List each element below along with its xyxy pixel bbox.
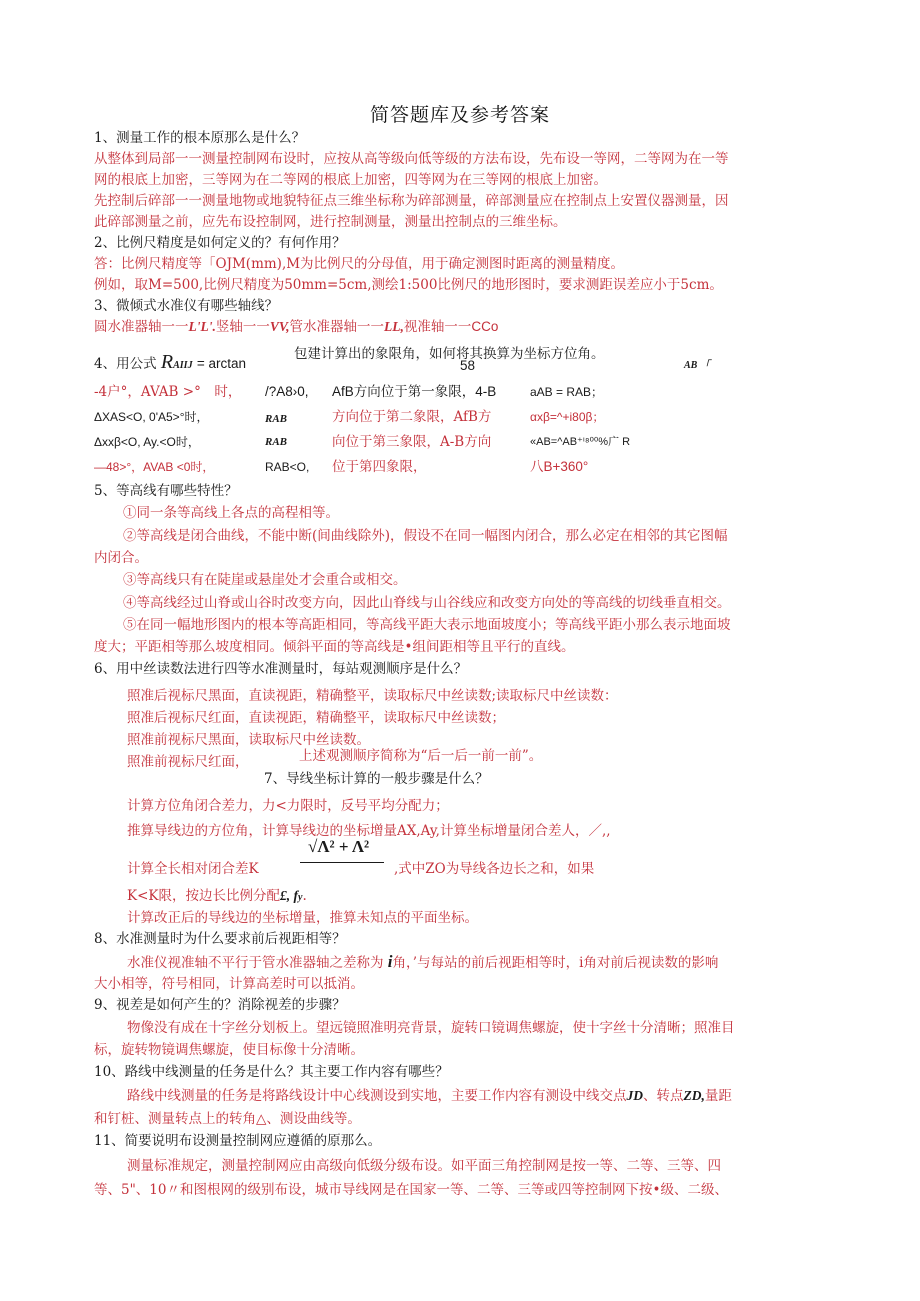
answer-8-i-symbol: i — [387, 952, 393, 971]
answer-6-summary: 上述观测顺序简称为“后一后一前一前”。 — [299, 748, 543, 764]
answer-6-line-1: 照准后视标尺黑面，直读视距，精确整平，读取标尺中丝读数;读取标尺中丝读数： — [127, 688, 618, 704]
answer-10-jd: JD — [626, 1088, 643, 1103]
answer-8-line-1-pre: 水准仪视准轴不平行于管水准器轴之差称为 — [127, 955, 384, 971]
answer-5-line-4: ③等高线只有在陡崖或悬崖处才会重合或相交。 — [123, 572, 407, 588]
answer-5-line-2: ②等高线是闭合曲线，不能中断(间曲线除外)，假设不在同一幅图内闭合，那么必定在相邻的其它图幅 — [123, 528, 728, 544]
answer-7-line-3-pre: 计算全长相对闭合差K — [127, 861, 259, 877]
answer-10-line-1-post: 量距 — [704, 1088, 732, 1104]
case-1-quadrant: AfB方向位于第一象限，4-B — [332, 384, 497, 399]
formula-arctan: = arctan — [196, 356, 247, 371]
answer-6-line-2: 照准后视标尺红面，直读视距，精确整平，读取标尺中丝读数； — [127, 710, 505, 726]
fraction-bar — [300, 862, 384, 863]
answer-1-line-3: 先控制后碎部一一测量地物或地貌特征点三维坐标称为碎部测量，碎部测量应在控制点上安置仪器测量，因 — [94, 193, 729, 209]
answer-7-line-4-pre: K<K限，按边长比例分配 — [127, 888, 280, 904]
answer-3-part: 管水准器轴一一 — [289, 319, 385, 335]
case-2-quadrant: 方向位于第二象限，AfB方 — [332, 409, 492, 425]
answer-7-fx-fy: £, f — [279, 888, 298, 903]
answer-8-line-2: 大小相等，符号相同，计算高差时可以抵消。 — [94, 976, 364, 992]
question-3: 3、微倾式水准仪有哪些轴线？ — [94, 298, 279, 314]
question-5: 5、等高线有哪些特性？ — [94, 483, 238, 499]
question-7: 7、导线坐标计算的一般步骤是什么？ — [264, 771, 489, 787]
question-6: 6、用中丝读数法进行四等水准测量时，每站观测顺序是什么？ — [94, 661, 468, 677]
answer-10-line-1-mid: 、转点 — [643, 1088, 684, 1104]
answer-5-line-5: ④等高线经过山脊或山谷时改变方向，因此山脊线与山谷线应和改变方向处的等高线的切线垂直相交。 — [123, 595, 731, 611]
case-4-quadrant: 位于第四象限， — [332, 459, 427, 475]
case-2-r: RAB — [265, 413, 288, 425]
answer-6-line-3: 照准前视标尺黑面，读取标尺中丝读数。 — [127, 732, 370, 748]
answer-7-line-4 — [127, 886, 307, 908]
case-4-condition: —48>°，AVAB <0时， — [94, 460, 215, 474]
question-11: 11、简要说明布设测量控制网应遵循的原那么。 — [94, 1133, 382, 1149]
answer-8-line-1 — [127, 952, 718, 973]
question-2: 2、比例尺精度是如何定义的？有何作用？ — [94, 235, 346, 251]
answer-9-line-1: 物像没有成在十字丝分划板上。望远镜照准明亮背景，旋转口镜调焦螺旋，使十字丝十分清晰；照准目 — [127, 1020, 735, 1036]
answer-3-part: 竖轴一一 — [215, 319, 270, 335]
case-1-azimuth: aAB = RAB； — [530, 385, 604, 399]
answer-3-axis-4: CCo — [471, 319, 499, 334]
question-10: 10、路线中线测量的任务是什么？其主要工作内容有哪些？ — [94, 1064, 449, 1080]
answer-2-line-2: 例如，取M=500,比例尺精度为50mm=5cm,测绘1:500比例尺的地形图时，要求测距误差应小于5cm。 — [94, 277, 723, 293]
answer-8-line-1-post: 角，’与每站的前后视距相等时，i角对前后视读数的影响 — [392, 955, 719, 971]
answer-5-line-1: ①同一条等高线上各点的高程相等。 — [123, 505, 339, 521]
case-3-r: RAB — [265, 436, 288, 448]
answer-11-line-1: 测量标准规定，测量控制网应由高级向低级分级布设。如平面三角控制网是按一等、二等、三等、四 — [127, 1158, 721, 1174]
answer-6-line-4: 照准前视标尺红面， — [127, 754, 249, 770]
question-4-prefix: 4、用公式 — [94, 356, 157, 372]
case-3-condition: Δxxβ<O, Ay.<O时， — [94, 435, 200, 449]
answer-7-line-4-end: . — [302, 888, 307, 904]
answer-2-line-1: 答：比例尺精度等「OJM(mm),M为比例尺的分母值，用于确定测图时距离的测量精度。 — [94, 256, 625, 272]
question-8: 8、水准测量时为什么要求前后视距相等？ — [94, 931, 346, 947]
answer-1-line-4: 此碎部测量之前，应先布设控制网，进行控制测量，测量出控制点的三维坐标。 — [94, 214, 567, 230]
answer-7-line-2: 推算导线边的方位角，计算导线边的坐标增量AX,Ay,计算坐标增量闭合差人，／,, — [127, 823, 611, 839]
answer-3-part: 圆水准器轴一一 — [94, 319, 189, 335]
question-9: 9、视差是如何产生的？消除视差的步骤？ — [94, 997, 346, 1013]
formula-r: R — [160, 351, 174, 373]
case-1-r: /?A8›0, — [265, 384, 309, 399]
answer-11-line-2: 等、5"、10〃和图根网的级别布设，城市导线网是在国家一等、二等、三等或四等控制网下按•级、二级、 — [94, 1182, 728, 1198]
answer-7-line-5: 计算改正后的导线边的坐标增量，推算未知点的平面坐标。 — [127, 910, 478, 926]
answer-10-line-1-pre: 路线中线测量的任务是将路线设计中心线测设到实地，主要工作内容有测设中线交点 — [127, 1088, 627, 1104]
answer-3 — [94, 317, 498, 337]
case-3-azimuth: «AB=^AB⁺ⁱ⁸⁰⁰%广 R — [530, 436, 631, 448]
number-58: 58 — [460, 358, 476, 373]
formula-subscript: AIIJ — [173, 360, 193, 371]
answer-9-line-2: 标，旋转物镜调焦螺旋，使目标像十分清晰。 — [94, 1042, 364, 1058]
case-4-azimuth: 八B+360° — [530, 459, 589, 474]
answer-10-line-2: 和钉桩、测量转点上的转角△、测设曲线等。 — [94, 1111, 361, 1127]
answer-3-axis-2: VV, — [269, 319, 290, 334]
answer-7-formula: √Λ² + Λ² — [308, 837, 370, 856]
answer-7-fy-subscript: y — [297, 892, 303, 903]
case-1-condition: -4户°，AVAB >° 时， — [94, 384, 242, 400]
case-3-quadrant: 向位于第三象限，A-B方向 — [332, 434, 492, 450]
answer-5-line-6: ⑤在同一幅地形图内的根本等高距相同，等高线平距大表示地面坡度小；等高线平距小那么表示地面坡 — [123, 617, 731, 633]
answer-5-line-7: 度大；平距相等那么坡度相同。倾斜平面的等高线是•组间距相等且平行的直线。 — [94, 639, 575, 655]
page-title: 简答题库及参考答案 — [369, 104, 550, 126]
answer-5-line-3: 内闭合。 — [94, 550, 148, 566]
answer-3-part: 视准轴一一 — [403, 319, 472, 335]
question-1: 1、测量工作的根本原那么是什么？ — [94, 130, 306, 146]
case-2-condition: ΔXAS<O, 0'A5>°时， — [94, 410, 209, 424]
answer-7-line-1: 计算方位角闭合差力，力<力限时，反号平均分配力； — [127, 798, 449, 814]
answer-7-line-3-post: ,式中ZO为导线各边长之和，如果 — [394, 861, 595, 877]
answer-1-line-1: 从整体到局部一一测量控制网布设时，应按从高等级向低等级的方法布设，先布设一等网，二等网为在一等 — [94, 151, 729, 167]
answer-3-axis-1: L'L'. — [188, 319, 216, 334]
case-4-r: RAB<O, — [265, 460, 310, 474]
answer-10-zd: ZD, — [683, 1088, 705, 1103]
question-4 — [94, 352, 246, 376]
answer-1-line-2: 网的根底上加密，三等网为在二等网的根底上加密，四等网为在三等网的根底上加密。 — [94, 172, 607, 188]
answer-3-axis-3: LL, — [384, 319, 404, 334]
question-4-note: 包建计算出的象限角，如何将其换算为坐标方位角。 — [294, 346, 605, 362]
answer-10-line-1 — [127, 1086, 732, 1106]
case-2-azimuth: αxβ=^+i80β； — [530, 410, 605, 424]
corner-label: AB 「 — [684, 360, 710, 371]
